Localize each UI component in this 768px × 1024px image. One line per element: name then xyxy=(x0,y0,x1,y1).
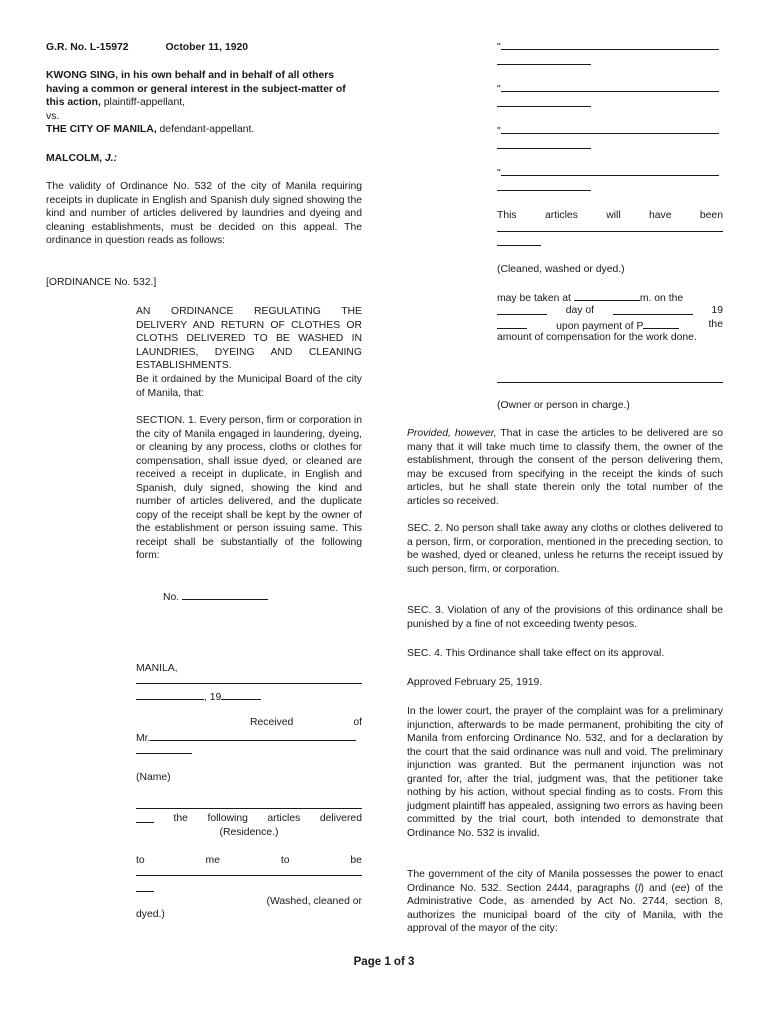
form-blank-short xyxy=(497,64,591,65)
lower-court-paragraph: In the lower court, the prayer of the complaint was for a preliminary injunction, afterwards to be made permanent, prohibiting the city of Manila from enforcing Ordinance No. 532, and for a declaration by the court that the said ordinance was null and void. The preliminary injunction was granted. But the permanent injunction was not granted for, after the trial, judgment was, that the petitioner take nothing by his action, without special finding as to costs. From this judgment plaintiff has appealed, assigning two errors as having been committed by the trial court, both intended to demonstrate that Ordinance No. 532 is invalid. xyxy=(407,706,723,839)
form-quote-mark: " xyxy=(497,126,501,137)
judge-name: MALCOLM, xyxy=(46,153,102,164)
form-owner-label: (Owner or person in charge.) xyxy=(497,400,630,411)
form-blank-line xyxy=(136,875,362,876)
decision-date: October 11, 1920 xyxy=(165,42,249,53)
form-no-blank xyxy=(182,589,268,600)
section-1: SECTION. 1. Every person, firm or corporation in the city of Manila engaged in laundering, dyeing, or cleaning by any process, cloths or clothes for compensation, shall issue dyed, or cleaned are received a receipt in duplicate, in English and Spanish, duly signed, showing the kind and number of articles delivered, and the duplicate copy of the receipt shall be kept by the owner of the establishment or person issuing same. This receipt shall be substantially of the following form: xyxy=(136,415,362,561)
form-this-label: This xyxy=(497,210,517,221)
page-number: Page 1 of 3 xyxy=(353,956,415,968)
form-delivered-label: delivered xyxy=(319,813,362,824)
form-year-label: , 19 xyxy=(204,692,222,703)
form-manila: MANILA, xyxy=(136,663,178,674)
form-quote-line xyxy=(497,39,719,55)
form-blank-short xyxy=(574,290,640,301)
plaintiff-role: plaintiff-appellant, xyxy=(103,97,186,108)
case-parties xyxy=(46,69,364,137)
form-name-label: (Name) xyxy=(136,772,171,783)
ordinance-title: AN ORDINANCE REGULATING THE DELIVERY AND RETURN OF CLOTHES OR CLOTHS DELIVERED TO BE WASHED IN LAUNDRIES, DYEING AND CLEANING ESTABLISHMENTS. xyxy=(136,306,362,371)
form-no-label: No. xyxy=(163,592,180,603)
form-signature-line xyxy=(497,382,723,383)
form-blank-short xyxy=(613,304,693,315)
form-cleaned-label: (Cleaned, washed or dyed.) xyxy=(497,264,625,275)
form-blank-line xyxy=(150,730,356,741)
form-quote-mark: " xyxy=(497,168,501,179)
approval-date: Approved February 25, 1919. xyxy=(407,677,543,688)
form-blank-short xyxy=(497,106,591,107)
defendant-name: THE CITY OF MANILA, xyxy=(46,124,157,135)
form-this-articles-row xyxy=(497,209,723,223)
form-blank-line xyxy=(136,808,362,809)
form-blank-short xyxy=(136,689,204,700)
form-the-label: the xyxy=(708,319,723,330)
form-mr-label: Mr. xyxy=(136,733,151,744)
government-paragraph-ee: ee xyxy=(674,882,687,894)
form-mr-line xyxy=(136,730,356,746)
form-blank-short xyxy=(136,753,192,754)
form-received-label: Received xyxy=(250,717,294,728)
form-dyed-label: dyed.) xyxy=(136,909,165,920)
form-to-label: to xyxy=(280,855,290,866)
form-blank-line xyxy=(501,165,719,176)
form-blank-short xyxy=(497,318,527,329)
form-m-on-the-label: m. on the xyxy=(639,293,684,304)
section-4: SEC. 4. This Ordinance shall take effect on its approval. xyxy=(407,648,665,659)
defendant-role: defendant-appellant. xyxy=(159,124,255,135)
form-blank-short xyxy=(643,318,679,329)
form-of-label: of xyxy=(353,717,362,728)
form-blank-line xyxy=(501,39,719,50)
form-be-label: be xyxy=(350,855,362,866)
form-day-row xyxy=(497,304,723,318)
form-blank-line xyxy=(136,683,362,684)
section-2: SEC. 2. No person shall take away any cloths or clothes delivered to a person, firm, or corporation, mentioned in the preceding section, to be washed, dyed or cleaned, unless he returns the receipt issued by such person, firm, or corporation. xyxy=(407,523,723,575)
government-text: ) and ( xyxy=(640,882,675,894)
form-day-of-label: day of xyxy=(565,305,595,316)
proviso-paragraph xyxy=(407,427,723,508)
form-blank-short xyxy=(497,304,547,315)
form-taken-label: may be taken at xyxy=(497,293,571,304)
government-paragraph-l: l xyxy=(638,882,641,894)
government-text: ) of the Administrative Code, as amended by Act No. 2744, section 8, authorizes the municipal board of the city of Manila, with the approval of the mayor of the city: xyxy=(407,882,723,934)
form-blank-line xyxy=(497,231,723,232)
form-quote-line xyxy=(497,123,719,139)
section-3: SEC. 3. Violation of any of the provisions of this ordinance shall be punished by a fine of not exceeding twenty pesos. xyxy=(407,605,723,630)
form-articles-row xyxy=(136,812,362,826)
gr-number: G.R. No. L-15972 xyxy=(46,42,129,53)
proviso-emphasis: Provided, however, xyxy=(407,428,497,439)
ordinance-label: [ORDINANCE No. 532.] xyxy=(46,277,157,288)
form-have-label: have xyxy=(648,210,672,221)
form-blank-short xyxy=(497,148,591,149)
form-residence-label: (Residence.) xyxy=(219,827,279,838)
form-articles-label: articles xyxy=(267,813,301,824)
form-quote-mark: " xyxy=(497,42,501,53)
form-blank-short xyxy=(136,812,154,823)
proviso-text: That in case the articles to be delivered are so many that it will take much time to classify them, the owner of the establishment, through the consent of the person delivering them, may be excused from specifying in the receipt the kinds of such articles, but he shall state therein only the total number of the articles so received. xyxy=(407,428,723,507)
form-will-label: will xyxy=(606,210,621,221)
form-washed-label: (Washed, cleaned or xyxy=(266,896,362,907)
judge-line xyxy=(46,152,117,166)
form-blank-short xyxy=(497,245,541,246)
form-following-label: following xyxy=(207,813,248,824)
form-blank-short xyxy=(221,689,261,700)
form-payment-label: upon payment of P xyxy=(556,321,644,332)
form-articles-label: articles xyxy=(544,210,578,221)
intro-paragraph: The validity of Ordinance No. 532 of the city of Manila requiring receipts in duplicate in English and Spanish duly signed showing the kind and number of articles delivered by laundries and dyeing and cleaning establishments, must be decided on this appeal. The ordinance in question reads as follows: xyxy=(46,181,362,246)
form-me-label: me xyxy=(205,855,220,866)
form-blank-line xyxy=(501,81,719,92)
versus: vs. xyxy=(46,110,60,122)
form-the-label: the xyxy=(173,813,188,824)
form-blank-short xyxy=(136,891,154,892)
form-date-line xyxy=(136,689,261,705)
plaintiff-name: KWONG SING, in his own behalf and in behalf of all others having a common or general interest in the subject-matter of this action, xyxy=(46,70,346,108)
form-number xyxy=(163,589,268,605)
form-received-row xyxy=(136,716,362,730)
ordained-clause: Be it ordained by the Municipal Board of the city of Manila, that: xyxy=(136,374,362,399)
form-quote-line xyxy=(497,81,719,97)
form-amount-label: amount of compensation for the work done. xyxy=(497,332,697,343)
government-paragraph xyxy=(407,868,723,936)
form-been-label: been xyxy=(699,210,723,221)
case-number xyxy=(46,41,248,55)
form-quote-mark: " xyxy=(497,84,501,95)
government-text: The government of the city of Manila possesses the power to enact Ordinance No. 532. Section 2444, paragraphs ( xyxy=(407,869,723,894)
form-blank-short xyxy=(497,190,591,191)
form-to-label: to xyxy=(136,855,145,866)
form-quote-line xyxy=(497,165,719,181)
judge-suffix: J.: xyxy=(104,153,118,164)
form-blank-line xyxy=(501,123,719,134)
form-year-label: 19 xyxy=(711,305,723,316)
form-to-me-row xyxy=(136,854,362,868)
